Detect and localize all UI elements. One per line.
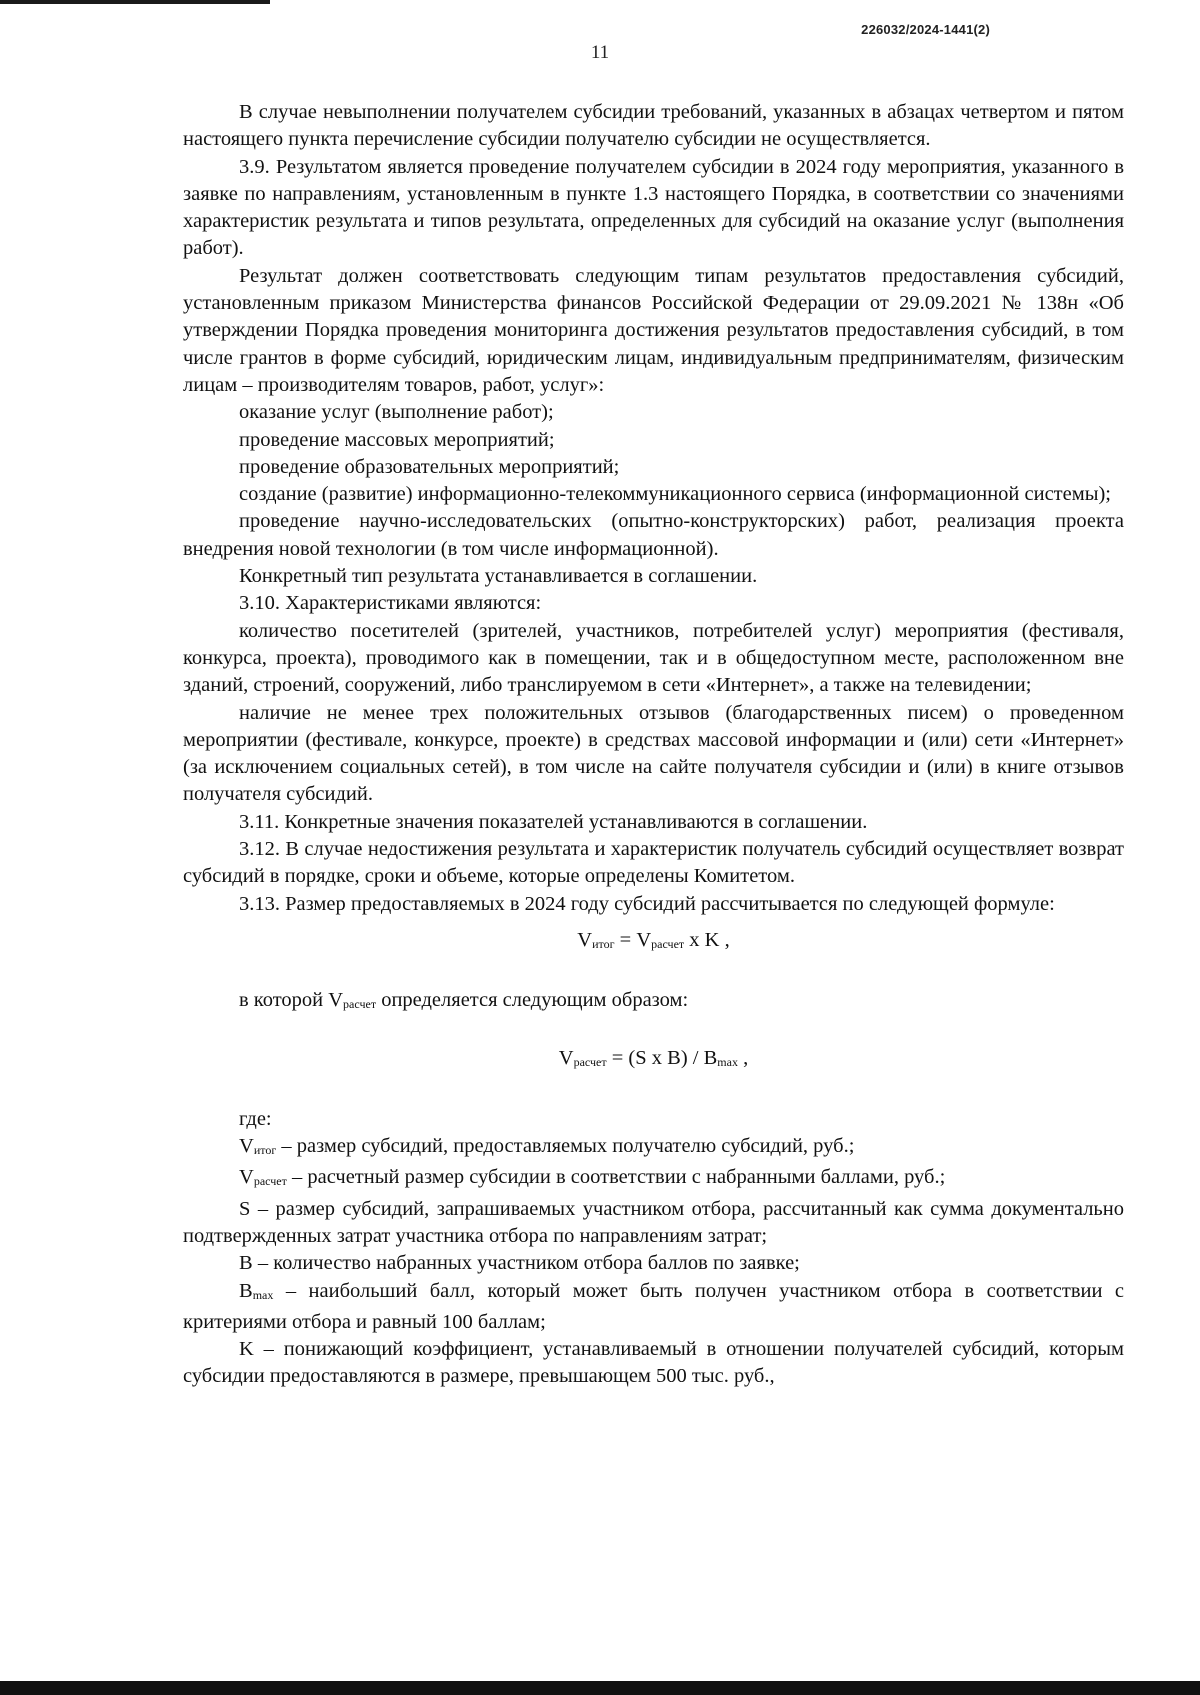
definition-symbol: S <box>239 1197 251 1220</box>
definition-s <box>183 1196 1124 1251</box>
paragraph: В случае невыполнении получателем субсидии требований, указанных в абзацах четвертом и пятом настоящего пункта перечисление субсидии получателю субсидии не осуществляется. <box>183 101 1124 151</box>
definition-text: – количество набранных участником отбора баллов по заявке; <box>252 1252 800 1275</box>
document-body <box>183 99 1124 1391</box>
list-item: оказание услуг (выполнение работ); <box>239 401 554 424</box>
page-number: 11 <box>590 42 610 63</box>
formula-tail: , <box>737 1046 749 1069</box>
formula-intro <box>183 987 1124 1018</box>
list-item: количество посетителей (зрителей, участников, потребителей услуг) мероприятия (фестиваля, конкурса, проекта), проводимого как в помещении, так и в общедоступном месте, расположенном вне зданий, строений, сооружений, либо транслируемом в сети «Интернет», а также на телевидении; <box>183 619 1124 697</box>
paragraph-3-10: 3.10. Характеристиками являются: <box>239 592 542 615</box>
definition-symbol: B <box>239 1252 253 1275</box>
definition-text: – понижающий коэффициент, устанавливаемый в отношении получателей субсидий, которым субсидии предоставляются в размере, превышающем 500 тыс. руб., <box>183 1338 1124 1388</box>
list-item: проведение массовых мероприятий; <box>239 428 555 451</box>
list-item: создание (развитие) информационно-телекоммуникационного сервиса (информационной системы); <box>239 483 1112 506</box>
paragraph: Конкретный тип результата устанавливается в соглашении. <box>239 565 758 588</box>
definition-text: – расчетный размер субсидии в соответствии с набранными баллами, руб.; <box>286 1166 946 1189</box>
definition-k <box>183 1336 1124 1391</box>
formula-subscript: расчет <box>343 997 377 1012</box>
scan-edge-mark-top <box>0 0 270 4</box>
formula-symbol: V <box>558 1046 574 1069</box>
definition-subscript: max <box>252 1287 274 1302</box>
formula-symbol: V <box>577 928 593 951</box>
definition-b <box>183 1250 1124 1277</box>
formula-subscript: итог <box>592 936 615 951</box>
formula-intro-text: определяется следующим образом: <box>376 989 689 1012</box>
definition-subscript: итог <box>253 1143 277 1158</box>
where-label: где: <box>239 1107 272 1130</box>
definition-symbol: K <box>239 1338 254 1361</box>
formula-symbol: V <box>636 928 652 951</box>
definition-v-total <box>183 1133 1124 1164</box>
scan-edge-mark-bottom <box>0 1681 1200 1695</box>
list-item: проведение образовательных мероприятий; <box>239 455 620 478</box>
paragraph: Результат должен соответствовать следующим типам результатов предоставления субсидий, установленным приказом Министерства финансов Российской Федерации от 29.09.2021 № 138н «Об утверждении Порядка проведения мониторинга достижения результатов предоставления субсидий, в том числе грантов в форме субсидий, юридическим лицам, индивидуальным предпринимателям, физическим лицам – производителям товаров, работ, услуг»: <box>183 264 1124 396</box>
paragraph-3-12: 3.12. В случае недостижения результата и характеристик получатель субсидий осуществляет возврат субсидий в порядке, сроки и объеме, которые определены Комитетом. <box>183 838 1124 888</box>
formula-total <box>183 927 1124 958</box>
document-id: 226032/2024-1441(2) <box>861 22 990 37</box>
formula-subscript: расчет <box>573 1054 607 1069</box>
definition-symbol: B <box>239 1279 253 1302</box>
formula-operator: = <box>614 928 637 951</box>
list-item: наличие не менее трех положительных отзывов (благодарственных писем) о проведенном мероприятии (фестивале, конкурсе, проекте) в средствах массовой информации и (или) сети «Интернет» (за исключением социальных сетей), в том числе на сайте получателя субсидии и (или) в книге отзывов получателя субсидий. <box>183 701 1124 806</box>
definition-b-max <box>183 1278 1124 1337</box>
formula-expression: = (S x B) / B <box>606 1046 718 1069</box>
definition-text: – наибольший балл, который может быть получен участником отбора в соответствии с критериями отбора и равный 100 баллам; <box>183 1279 1124 1333</box>
definition-text: – размер субсидий, предоставляемых получателю субсидий, руб.; <box>276 1135 855 1158</box>
formula-intro-text: в которой V <box>239 989 344 1012</box>
paragraph-3-11: 3.11. Конкретные значения показателей устанавливаются в соглашении. <box>239 810 868 833</box>
list-item: проведение научно-исследовательских (опытно-конструкторских) работ, реализация проекта внедрения новой технологии (в том числе информационной). <box>183 510 1124 560</box>
definition-subscript: расчет <box>253 1174 287 1189</box>
definition-v-calc <box>183 1164 1124 1195</box>
formula-subscript: расчет <box>651 936 685 951</box>
paragraph-3-9: 3.9. Результатом является проведение получателем субсидии в 2024 году мероприятия, указанного в заявке по направлениям, установленным в пункте 1.3 настоящего Порядка, в соответствии со значениями характеристик результата и типов результата, определенных для субсидий на оказание услуг (выполнения работ). <box>183 155 1124 260</box>
formula-subscript: max <box>717 1054 738 1069</box>
formula-tail: x K , <box>684 928 730 951</box>
formula-calculated <box>183 1045 1124 1076</box>
definition-symbol: V <box>239 1135 254 1158</box>
paragraph-3-13: 3.13. Размер предоставляемых в 2024 году субсидий рассчитывается по следующей формуле: <box>239 892 1055 915</box>
definition-symbol: V <box>239 1166 254 1189</box>
definition-text: – размер субсидий, запрашиваемых участником отбора, рассчитанный как сумма документально подтвержденных затрат участника отбора по направлениям затрат; <box>183 1197 1124 1247</box>
